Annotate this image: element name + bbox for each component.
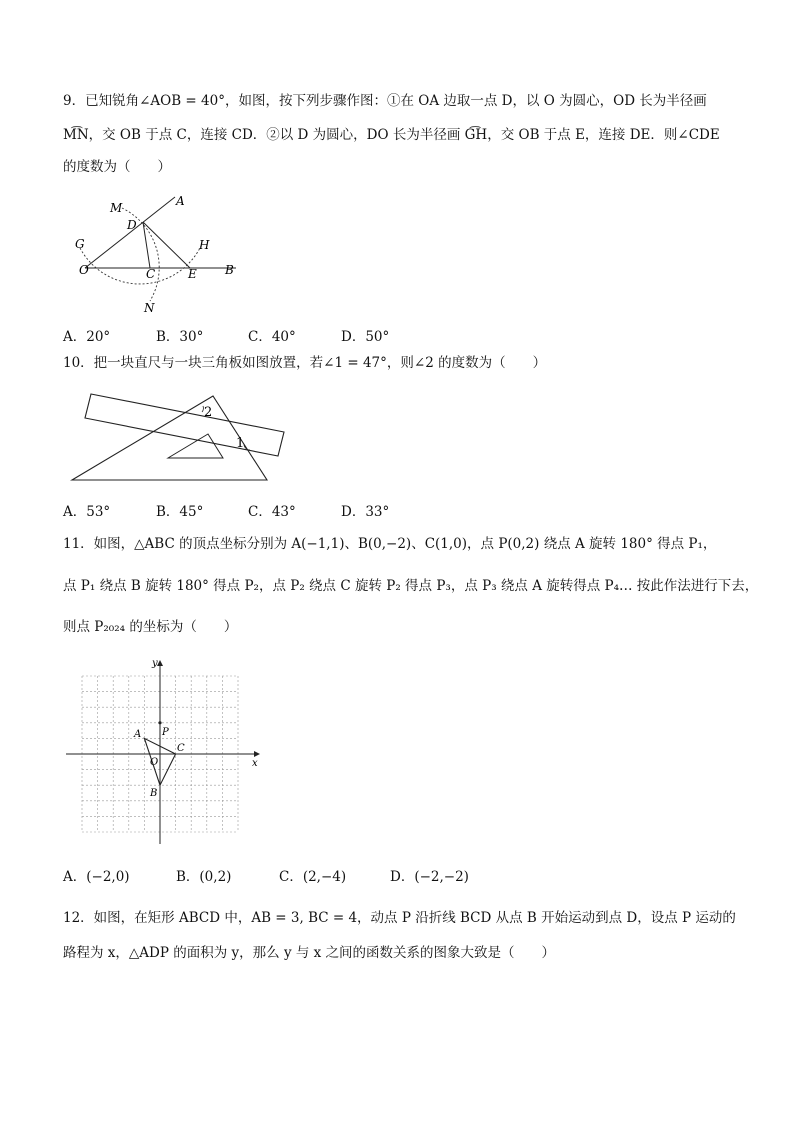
q9-option-c[interactable]: C．40° xyxy=(248,329,296,345)
label-O: O xyxy=(79,263,89,277)
q10-text-line1: 10．把一块直尺与一块三角板如图放置，若∠1 = 47°，则∠2 的度数为（ ） xyxy=(63,355,547,371)
angle-1-label: 1 xyxy=(236,436,245,451)
label-point-B: B xyxy=(150,788,158,799)
q11-text-line3: 则点 P₂₀₂₄ 的坐标为（ ） xyxy=(63,619,238,635)
q11-option-b[interactable]: B．(0,2) xyxy=(176,869,232,885)
label-D: D xyxy=(127,218,137,232)
q10-option-d[interactable]: D．33° xyxy=(341,504,390,520)
q11-text-line2: 点 P₁ 绕点 B 旋转 180° 得点 P₂，点 P₂ 绕点 C 旋转 P₂ 得点 P₃，点 P₃ 绕点 A 旋转得点 P₄… 按此作法进行下去， xyxy=(63,578,759,594)
q9-text-line1: 9．已知锐角∠AOB = 40°，如图，按下列步骤作图：①在 OA 边取一点 D，以 O 为圆心，OD 长为半径画 xyxy=(63,93,707,109)
label-x-axis: x xyxy=(252,758,258,769)
label-y-axis: y xyxy=(152,658,158,669)
q10-option-a[interactable]: A．53° xyxy=(63,504,111,520)
q9-option-b[interactable]: B．30° xyxy=(156,329,204,345)
label-point-P: P xyxy=(162,727,169,738)
q11-coordinate-figure xyxy=(62,656,266,848)
label-A: A xyxy=(176,194,185,208)
q12-text-line1: 12．如图，在矩形 ABCD 中，AB = 3, BC = 4，动点 P 沿折线 BCD 从点 B 开始运动到点 D，设点 P 运动的 xyxy=(63,910,736,926)
label-M: M xyxy=(110,201,123,215)
q11-option-d[interactable]: D．(−2,−2) xyxy=(390,869,469,885)
label-point-A: A xyxy=(134,729,142,740)
label-E: E xyxy=(188,267,197,281)
label-C: C xyxy=(146,267,156,281)
label-B: B xyxy=(225,263,234,277)
label-H: H xyxy=(199,238,210,252)
label-G: G xyxy=(75,237,85,251)
q11-option-a[interactable]: A．(−2,0) xyxy=(63,869,130,885)
angle-2-label: 2 xyxy=(204,405,213,420)
label-point-C: C xyxy=(177,743,185,754)
q9-option-d[interactable]: D．50° xyxy=(341,329,390,345)
q9-text-line2: M͡N，交 OB 于点 C，连接 CD．②以 D 为圆心，DO 长为半径画 G͡H，交 OB 于点 E，连接 DE．则∠CDE xyxy=(63,127,720,143)
q10-option-c[interactable]: C．43° xyxy=(248,504,296,520)
q9-figure xyxy=(66,188,246,316)
q12-text-line2: 路程为 x，△ADP 的面积为 y，那么 y 与 x 之间的函数关系的图象大致是（ ） xyxy=(63,945,556,961)
q10-option-b[interactable]: B．45° xyxy=(156,504,204,520)
label-N: N xyxy=(144,301,155,315)
q9-option-a[interactable]: A．20° xyxy=(63,329,111,345)
label-origin-O: O xyxy=(150,757,159,768)
q11-text-line1: 11．如图，△ABC 的顶点坐标分别为 A(−1,1)、B(0,−2)、C(1,0)，点 P(0,2) 绕点 A 旋转 180° 得点 P₁， xyxy=(63,536,717,552)
q10-figure xyxy=(66,384,288,484)
q9-text-line3: 的度数为（ ） xyxy=(63,159,171,175)
q11-option-c[interactable]: C．(2,−4) xyxy=(279,869,347,885)
